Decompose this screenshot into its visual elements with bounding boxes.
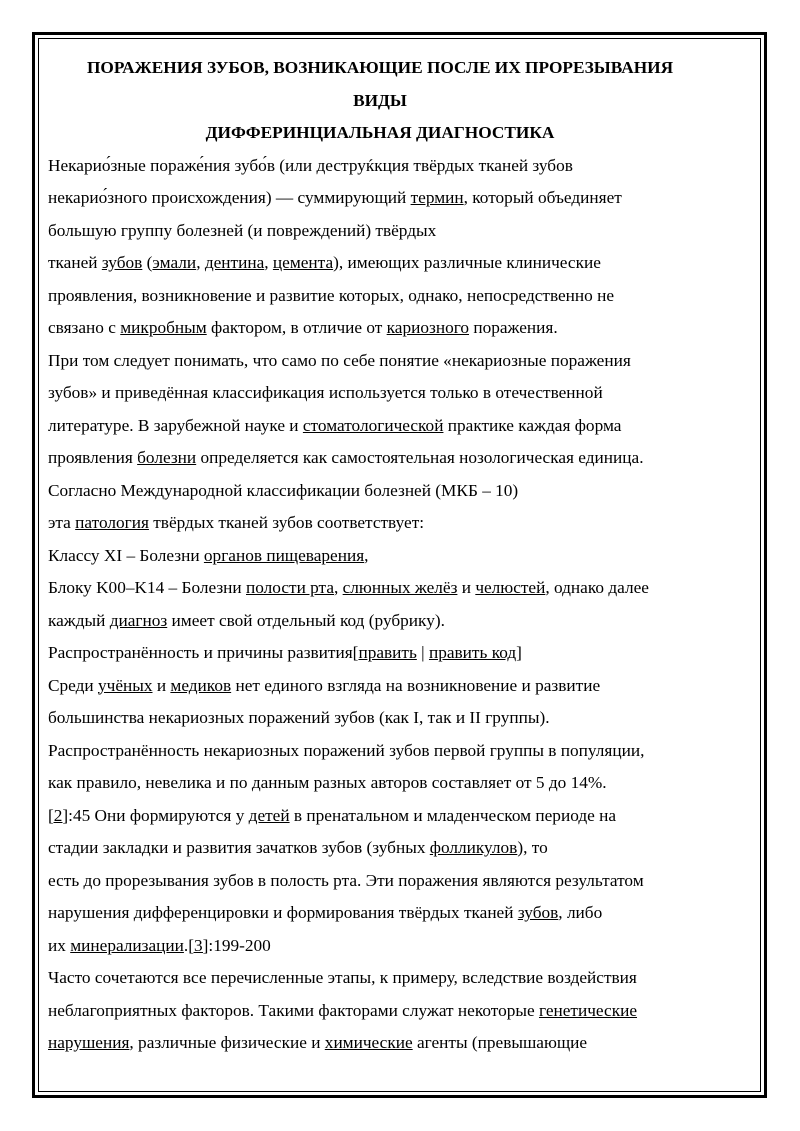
text-segment: :199-200 bbox=[208, 935, 271, 955]
text-segment: есть до прорезывания зубов в полость рта. Эти поражения являются результатом bbox=[48, 870, 644, 890]
text-line bbox=[48, 377, 712, 410]
wiki-link[interactable]: минерализации bbox=[70, 935, 184, 955]
text-line bbox=[48, 865, 712, 898]
wiki-link[interactable]: детей bbox=[248, 805, 290, 825]
text-segment: ), то bbox=[517, 838, 548, 857]
wiki-link[interactable]: химические bbox=[324, 1033, 413, 1052]
wiki-link[interactable]: дентина bbox=[204, 253, 265, 272]
text-line bbox=[48, 572, 712, 605]
wiki-link[interactable]: генетические bbox=[538, 1000, 638, 1020]
text-segment: , который объединяет bbox=[463, 188, 622, 207]
text-segment: . bbox=[183, 935, 189, 955]
text-line bbox=[48, 215, 712, 248]
text-segment: , либо bbox=[558, 903, 603, 922]
text-line bbox=[48, 312, 712, 345]
text-segment: Некарио́зные пораже́ния зубо́в (или деструќкция твёрдых тканей зубов bbox=[48, 155, 573, 175]
text-segment: неблагоприятных факторов. Такими факторами служат некоторые bbox=[48, 1000, 539, 1020]
text-line bbox=[48, 247, 712, 280]
text-segment: каждый bbox=[48, 610, 110, 630]
text-segment: При том следует понимать, что само по себе понятие «некариозные поражения bbox=[48, 350, 631, 370]
wiki-link[interactable]: зубов bbox=[517, 903, 559, 922]
text-segment: стадии закладки и развития зачатков зубов (зубных bbox=[48, 838, 430, 857]
text-segment: зубов» и приведённая классификация используется только в отечественной bbox=[48, 383, 603, 402]
text-segment: агенты (превышающие bbox=[412, 1033, 588, 1052]
text-line bbox=[48, 475, 712, 508]
text-line bbox=[48, 897, 712, 930]
text-segment: практике каждая форма bbox=[443, 415, 622, 435]
text-line bbox=[48, 767, 712, 800]
text-segment: , однако далее bbox=[545, 578, 649, 597]
text-segment: ( bbox=[142, 253, 153, 272]
text-segment: в пренатальном и младенческом периоде на bbox=[289, 805, 617, 825]
wiki-link[interactable]: полости рта bbox=[246, 578, 334, 597]
wiki-link[interactable]: челюстей bbox=[475, 578, 546, 597]
text-segment: и bbox=[152, 675, 171, 695]
text-segment: нет единого взгляда на возникновение и развитие bbox=[231, 675, 601, 695]
wiki-link[interactable]: термин bbox=[410, 188, 464, 207]
paragraph-text bbox=[48, 150, 712, 1060]
text-line bbox=[48, 930, 712, 963]
text-segment: и bbox=[457, 578, 476, 597]
text-segment: Среди bbox=[48, 675, 98, 695]
text-segment: большинства некариозных поражений зубов (как I, так и II группы). bbox=[48, 708, 550, 727]
text-segment: Распространённость некариозных поражений зубов первой группы в популяции, bbox=[48, 740, 645, 760]
text-segment: твёрдых тканей зубов соответствует: bbox=[148, 513, 425, 532]
text-segment: тканей bbox=[48, 253, 102, 272]
text-segment: Согласно Международной классификации болезней (МКБ – 10) bbox=[48, 480, 519, 500]
text-segment: , bbox=[334, 578, 343, 597]
text-line bbox=[48, 150, 712, 183]
text-segment: эта bbox=[48, 513, 76, 532]
text-line bbox=[48, 800, 712, 833]
text-segment: , bbox=[264, 253, 273, 272]
text-segment: определяется как самостоятельная нозологическая единица. bbox=[196, 448, 644, 467]
wiki-link[interactable]: эмали bbox=[152, 253, 197, 272]
text-segment: Блоку K00–K14 – Болезни bbox=[48, 578, 246, 597]
text-segment: проявления bbox=[48, 448, 138, 467]
text-line bbox=[48, 832, 712, 865]
text-line bbox=[48, 507, 712, 540]
text-segment: | bbox=[416, 643, 429, 662]
text-segment: литературе. В зарубежной науке и bbox=[48, 415, 303, 435]
wiki-link[interactable]: органов пищеварения bbox=[203, 545, 365, 565]
text-segment: , bbox=[196, 253, 205, 272]
text-line bbox=[48, 410, 712, 443]
wiki-link[interactable]: править bbox=[358, 643, 417, 662]
text-line bbox=[48, 670, 712, 703]
wiki-link[interactable]: болезни bbox=[137, 448, 197, 467]
wiki-link[interactable]: медиков bbox=[170, 675, 232, 695]
document-body bbox=[48, 52, 712, 1060]
text-line bbox=[48, 605, 712, 638]
text-segment: , bbox=[364, 545, 369, 565]
wiki-link[interactable]: стоматологической bbox=[302, 415, 444, 435]
document-title: ПОРАЖЕНИЯ ЗУБОВ, ВОЗНИКАЮЩИЕ ПОСЛЕ ИХ ПРОРЕЗЫВАНИЯ bbox=[86, 58, 674, 77]
text-segment: поражения. bbox=[469, 318, 558, 337]
text-line bbox=[48, 1027, 712, 1060]
text-line bbox=[48, 345, 712, 378]
text-segment: их bbox=[48, 935, 71, 955]
text-segment: , различные физические и bbox=[129, 1033, 325, 1052]
text-segment: :45 Они формируются у bbox=[68, 805, 249, 825]
text-segment: как правило, невелика и по данным разных авторов составляет от 5 до 14%. bbox=[48, 773, 607, 792]
wiki-link[interactable]: микробным bbox=[120, 318, 207, 337]
text-segment: проявления, возникновение и развитие которых, однако, непосредственно не bbox=[48, 285, 615, 305]
text-line bbox=[48, 442, 712, 475]
wiki-link[interactable]: диагноз bbox=[109, 610, 168, 630]
text-line bbox=[48, 995, 712, 1028]
text-line bbox=[48, 280, 712, 313]
text-segment: Классу XI – Болезни bbox=[48, 545, 204, 565]
text-segment: нарушения дифференцировки и формирования твёрдых тканей bbox=[48, 903, 518, 922]
wiki-link[interactable]: учёных bbox=[97, 675, 153, 695]
text-segment: большую группу болезней (и повреждений) твёрдых bbox=[48, 220, 437, 240]
wiki-link[interactable]: цемента bbox=[272, 253, 334, 272]
text-line bbox=[48, 735, 712, 768]
wiki-link[interactable]: зубов bbox=[101, 253, 143, 272]
text-segment: связано с bbox=[48, 318, 121, 337]
document-subtitle-types: ВИДЫ bbox=[353, 90, 407, 110]
wiki-link[interactable]: нарушения bbox=[48, 1033, 130, 1052]
text-segment: фактором, в отличие от bbox=[206, 318, 387, 337]
wiki-link[interactable]: фолликулов bbox=[429, 838, 518, 857]
text-segment: имеет свой отдельный код (рубрику). bbox=[167, 610, 445, 630]
document-subtitle-diagnostics: ДИФФЕРИНЦИАЛЬНАЯ ДИАГНОСТИКА bbox=[205, 123, 555, 142]
text-segment: некарио́зного происхождения) — суммирующий bbox=[48, 188, 411, 207]
text-line bbox=[48, 637, 712, 670]
text-segment: Распространённость и причины развития[ bbox=[48, 643, 359, 662]
text-line bbox=[48, 182, 712, 215]
text-line bbox=[48, 702, 712, 735]
wiki-link[interactable]: кариозного bbox=[386, 318, 470, 337]
wiki-link[interactable]: слюнных желёз bbox=[342, 578, 458, 597]
wiki-link[interactable]: патология bbox=[75, 513, 149, 532]
text-segment: ), имеющих различные клинические bbox=[333, 253, 601, 272]
text-segment: Часто сочетаются все перечисленные этапы, к примеру, вследствие воздействия bbox=[48, 968, 637, 987]
text-line bbox=[48, 540, 712, 573]
text-segment: ] bbox=[516, 643, 522, 662]
text-line bbox=[48, 962, 712, 995]
wiki-link[interactable]: править код bbox=[428, 643, 517, 662]
wiki-link[interactable]: [2] bbox=[48, 805, 69, 825]
wiki-link[interactable]: [3] bbox=[188, 935, 209, 955]
